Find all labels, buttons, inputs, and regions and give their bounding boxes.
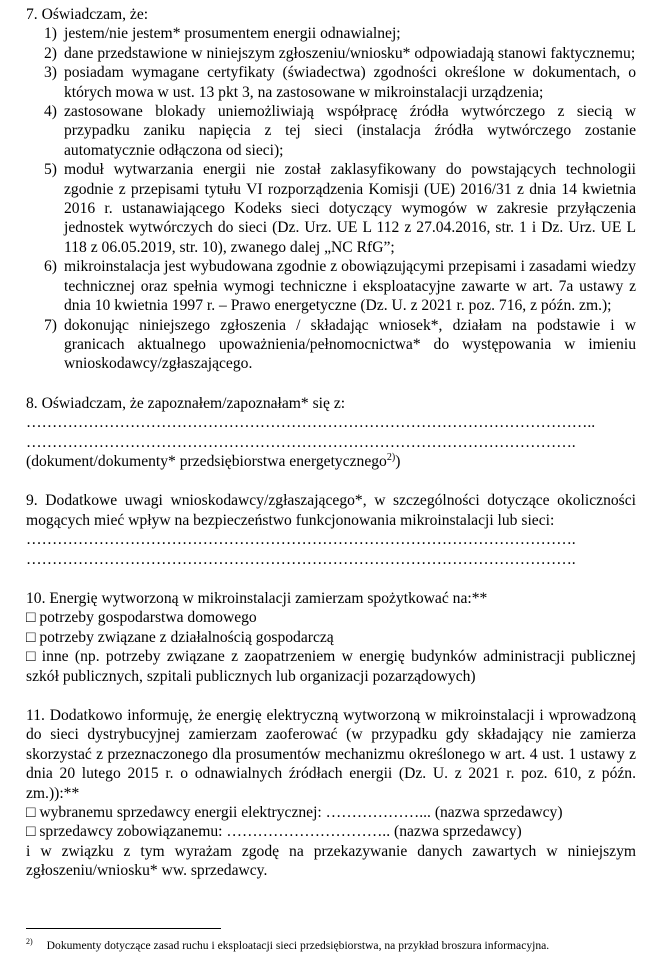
section-8-caption: (dokument/dokumenty* przedsiębiorstwa energetycznego$^{2)}$) (26, 451, 401, 470)
checkbox[interactable]: □ (26, 648, 36, 666)
footnote-divider (26, 928, 221, 929)
list-item: 7) dokonując niniejszego zgłoszenia / składając wniosek*, działam na podstawie i w granicach aktualnego upoważnienia/pełnomocnictwa* do występowania w imieniu wnioskodawcy/zgłaszającego. (44, 316, 636, 373)
section-9-heading: 9. Dodatkowe uwagi wnioskodawcy/zgłaszającego*, w szczególności dotyczące okoliczności mogących mieć wpływ na bezpieczeństwo funkcjonowania mikroinstalacji lub sieci: (26, 492, 636, 529)
option-business: □ potrzeby związane z działalnością gospodarczą (26, 628, 334, 646)
option-selected-seller: □ wybranemu sprzedawcy energii elektrycznej: ………………... (nazwa sprzedawcy) (26, 804, 563, 822)
checkbox[interactable]: □ (26, 628, 36, 646)
checkbox[interactable]: □ (26, 609, 36, 627)
section-10-heading: 10. Energię wytworzoną w mikroinstalacji zamierzam spożytkować na:** (26, 589, 488, 607)
list-item: 3) posiadam wymagane certyfikaty (świadectwa) zgodności określone w dokumentach, o których mowa w ust. 13 pkt 3, na zastosowane w mikroinstalacji urządzenia; (44, 64, 636, 101)
option-obligated-seller: □ sprzedawcy zobowiązanemu: ………………………….. (nazwa sprzedawcy) (26, 823, 522, 841)
list-item: 1) jestem/nie jestem* prosumentem energii odnawialnej; (44, 25, 401, 43)
section-8-heading: 8. Oświadczam, że zapoznałem/zapoznałam* się z: (26, 394, 346, 412)
checkbox[interactable]: □ (26, 823, 36, 841)
footnote-ref: 2) (386, 451, 396, 463)
document-page (26, 5, 636, 881)
list-item: 6) mikroinstalacja jest wybudowana zgodnie z obowiązującymi przepisami i zasadami wiedzy technicznej oraz spełnia wymogi techniczne i eksploatacyjne zawarte w art. 7a ustawy z dnia 10 kwietnia 1997 r. – Prawo energetyczne (Dz. U. z 2021 r. poz. 716, z późn. zm.); (44, 258, 636, 315)
list-item: 2) dane przedstawione w niniejszym zgłoszeniu/wniosku* odpowiadają stanowi faktycznemu; (44, 44, 636, 62)
footnote-mark: 2) (26, 937, 33, 946)
section-7-heading: 7. Oświadczam, że: (26, 6, 149, 23)
checkbox[interactable]: □ (26, 804, 36, 822)
fill-line[interactable]: ……………………………………………………………………………………………….. (26, 414, 596, 432)
option-other: □ inne (np. potrzeby związane z zaopatrzeniem w energię budynków administracji publicznej szkół publicznych, szpitali publicznych lub organizacji pozarządowych) (26, 648, 636, 685)
footnote (26, 935, 636, 953)
fill-line[interactable]: ……………………………………………………………………………………………. (26, 433, 576, 451)
option-household: □ potrzeby gospodarstwa domowego (26, 609, 257, 627)
fill-line[interactable]: ……………………………………………………………………………………………. (26, 531, 576, 549)
section-7-list (26, 24, 636, 373)
footnote-text: Dokumenty dotyczące zasad ruchu i eksploatacji sieci przedsiębiorstwa, na przykład broszura informacyjna. (46, 939, 550, 952)
consent-text: i w związku z tym wyrażam zgodę na przekazywanie danych zawartych w niniejszym zgłoszeniu/wniosku* ww. sprzedawcy. (26, 842, 636, 880)
list-item: 4) zastosowane blokady uniemożliwiają współpracę źródła wytwórczego z siecią w przypadku zaniku napięcia z tej sieci (instalacja źródła wytwórczego zostanie automatycznie odłączona od sieci); (44, 103, 636, 159)
section-11-heading: 11. Dodatkowo informuję, że energię elektryczną wytworzoną w mikroinstalacji i wprowadzoną do sieci dystrybucyjnej zamierzam zaoferować (w przypadku gdy składający nie zamierza skorzystać z przeznaczonego dla prosumentów mechanizmu określonego w art. 4 ust. 1 ustawy z dnia 20 lutego 2015 r. o odnawialnych źródłach energii (Dz. U. z 2021 r. poz. 610, z późn. zm.)):** (26, 707, 636, 802)
list-item: 5) moduł wytwarzania energii nie został zaklasyfikowany do powstających technologii zgodnie z przepisami tytułu VI rozporządzenia Komisji (UE) 2016/31 z dnia 14 kwietnia 2016 r. ustanawiającego Kodeks sieci dotyczący wymogów w zakresie przyłączenia jednostek wytwórczych do sieci (Dz. Urz. UE L 112 z 27.04.2016, str. 1 i Dz. Urz. UE L 118 z 06.05.2019, str. 10), zwanego dalej „NC RfG”; (44, 161, 636, 256)
fill-line[interactable]: ……………………………………………………………………………………………. (26, 550, 576, 568)
